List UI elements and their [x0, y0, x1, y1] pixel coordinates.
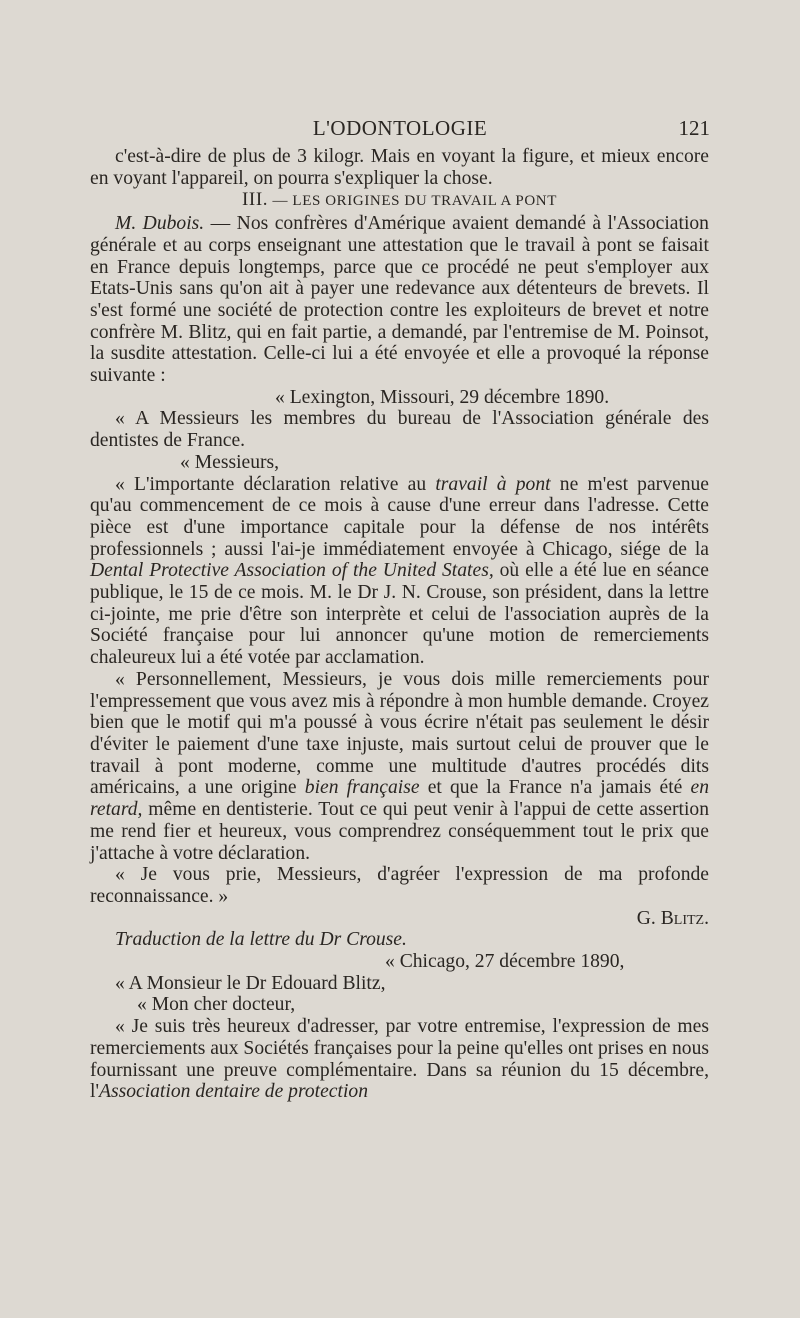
letter-paragraph [90, 1016, 709, 1103]
letter-text: « L'importante déclaration relative au [115, 473, 427, 495]
letter-salutation: « Messieurs, [180, 451, 280, 473]
letter-text: et que la France n'a jamais été [427, 777, 683, 799]
italic-term: travail à pont [435, 473, 551, 495]
speaker-name: M. Dubois. [115, 213, 205, 235]
section-heading [90, 189, 709, 213]
signature: G. Blitz. [636, 907, 709, 929]
letter-paragraph [90, 669, 709, 864]
paragraph-dubois-text: — Nos confrères d'Amérique avaient demandé à l'Association générale et au corps enseignant une attestation que le travail à pont se faisait en France depuis longtemps, parce que ce procédé ne peut s'employer aux Etats-Unis sans qu'on ait à payer une redevance aux détenteurs de brevets. Il s'est formé une société de protection contre les exploiteurs de brevet et notre confrère M. Blitz, qui en fait partie, a demandé, par l'entremise de M. Poinsot, la susdite attestation. Celle-ci lui a été envoyée et elle a provoqué la réponse suivante : [90, 213, 709, 387]
paragraph-weight: c'est-à-dire de plus de 3 kilogr. Mais en voyant la figure, et mieux encore en voyant l'appareil, on pourra s'expliquer la chose. [90, 146, 709, 189]
italic-term: en retard, [90, 777, 710, 821]
body-text [90, 146, 709, 1103]
paragraph-dubois [90, 213, 709, 387]
letter-addressee: « A Messieurs les membres du bureau de l'Association générale des dentistes de France. [90, 408, 709, 452]
page-header [90, 116, 710, 140]
letter-closing: « Je vous prie, Messieurs, d'agréer l'expression de ma profonde reconnaissance. » [90, 864, 709, 907]
letter-text: où elle a été lue en séance publique, le 15 de ce mois. M. le Dr J. N. Crouse, son président, dans la lettre ci-jointe, me prie d'être son interprète et celui de l'association auprès de la Société française pour lui annoncer qu'une motion de remerciements chaleureux lui a été votée par acclamation. [90, 560, 709, 669]
letter-date: « Chicago, 27 décembre 1890, [385, 951, 625, 973]
association-name: Dental Protective Association of the United States, [90, 560, 494, 582]
letter-text: « Je suis très heureux d'adresser, par votre entremise, l'expression de mes remerciements aux Sociétés françaises pour la peine qu'elles ont prises en nous fournissant une preuve complémentaire. Dans sa réunion du 15 décembre, l' [90, 1016, 709, 1103]
letter-addressee: « A Monsieur le Dr Edouard Blitz, [115, 972, 386, 994]
association-name: Association dentaire de protection [98, 1081, 368, 1103]
letter-text: « Personnellement, Messieurs, je vous dois mille remerciements pour l'empressement que vous avez mis à répondre à mon humble demande. Croyez bien que le motif qui m'a poussé à vous écrire n'était pas seulement le désir d'éviter le paiement d'une taxe injuste, mais surtout celui de prouver que le travail à pont moderne, comme une multitude d'autres procédés dits américains, a une origine [90, 668, 709, 799]
letter-paragraph [90, 474, 709, 669]
page-number: 121 [678, 116, 710, 140]
translation-heading: Traduction de la lettre du Dr Crouse. [115, 929, 407, 951]
letter-salutation: « Mon cher docteur, [137, 994, 296, 1016]
letter-date: « Lexington, Missouri, 29 décembre 1890. [275, 386, 610, 408]
letter-text: ne m'est parvenue qu'au commencement de ce mois à cause d'une erreur dans l'adresse. Cette pièce est d'une importance capitale pour la défense de nos intérêts professionnels ; aussi l'ai-je immédiatement envoyée à Chicago, siége de la [90, 473, 709, 560]
section-number: III. [241, 189, 269, 211]
running-title: L'ODONTOLOGIE [312, 116, 488, 140]
letter-text: même en dentisterie. Tout ce qui peut venir à l'appui de cette assertion me rend fier et heureux, vous comprendrez conséquemment tout le prix que j'attache à votre déclaration. [90, 799, 710, 864]
section-title: — LES ORIGINES DU TRAVAIL A PONT [272, 193, 557, 210]
italic-term: bien française [304, 777, 420, 799]
